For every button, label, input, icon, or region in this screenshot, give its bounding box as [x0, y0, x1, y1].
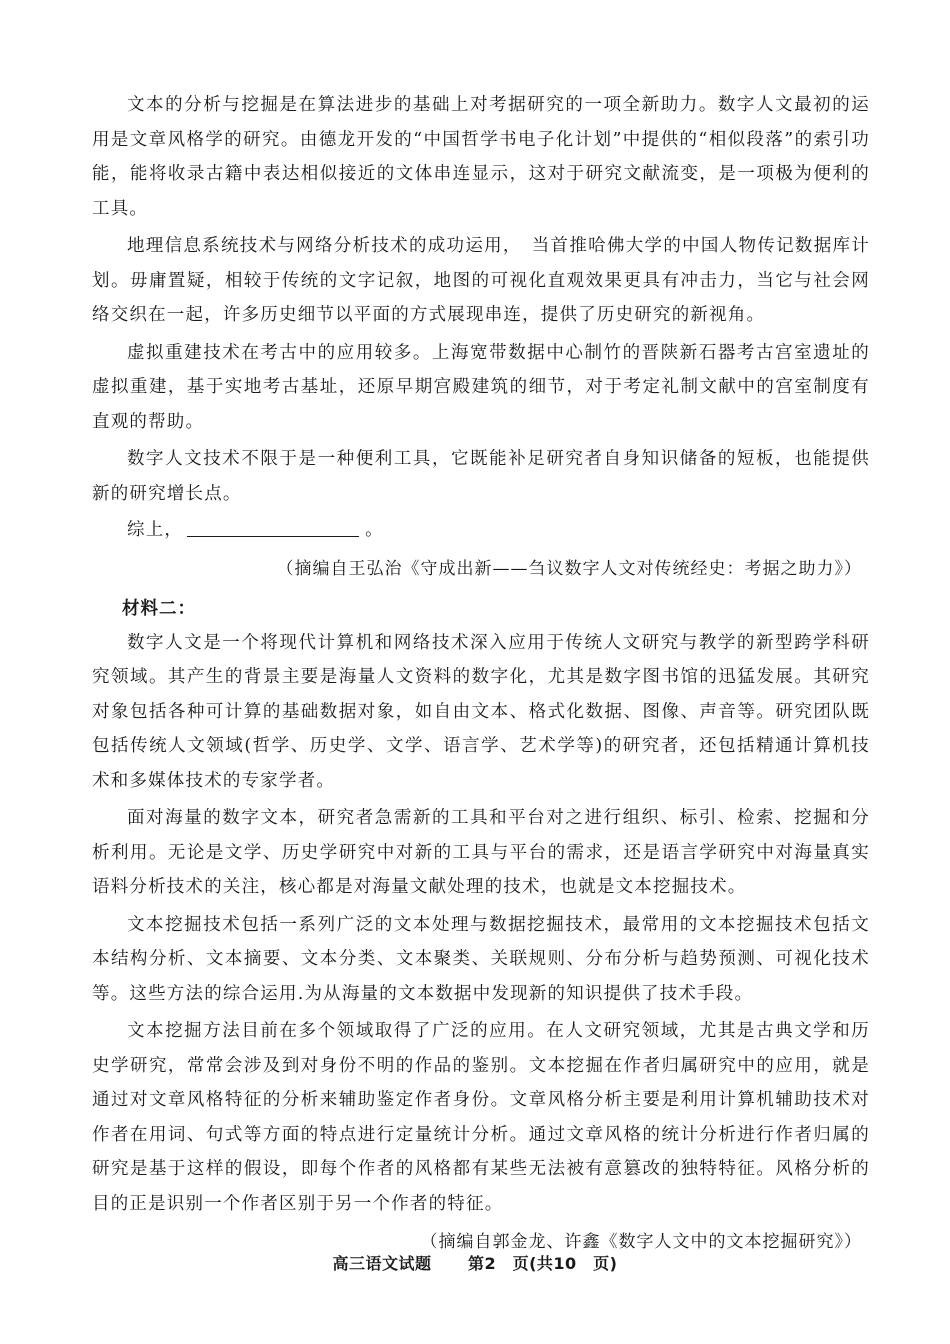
footer-page-number: 第2 页(共10 页)	[467, 1254, 618, 1273]
material2-paragraph-1: 数字人文是一个将现代计算机和网络技术深入应用于传统人文研究与教学的新型跨学科研究领域。其产生的背景主要是海量人文资料的数字化，尤其是数字图书馆的迅猛发展。其研究对象包括各种可计算的基础数据对象，如自由文本、格式化数据、图像、声音等。研究团队既包括传统人文领域(哲学、历史学、文学、语言学、艺术学等)的研究者，还包括精通计算机技术和多媒体技术的专家学者。	[92, 632, 870, 791]
answer-blank[interactable]	[187, 516, 359, 537]
material2-paragraph-2: 面对海量的数字文本，研究者急需新的工具和平台对之进行组织、标引、检索、挖掘和分析利用。无论是文学、历史学研究中对新的工具与平台的需求，还是语言学研究中对海量真实语料分析技术的关注，核心都是对海量文献处理的技术，也就是文本挖掘技术。	[92, 808, 870, 897]
summary-prefix: 综上，	[127, 520, 184, 540]
material1-paragraph-2: 地理信息系统技术与网络分析技术的成功运用， 当首推哈佛大学的中国人物传记数据库计划。毋庸置疑，相较于传统的文字记叙，地图的可视化直观效果更具有冲击力，当它与社会网络交织在一起，许多历史细节以平面的方式展现串连，提供了历史研究的新视角。	[92, 236, 870, 325]
summary-suffix: 。	[365, 520, 384, 540]
page-footer	[0, 1251, 950, 1274]
material2-paragraph-3: 文本挖掘技术包括一系列广泛的文本处理与数据挖掘技术，最常用的文本挖掘技术包括文本结构分析、文本摘要、文本分类、文本聚类、关联规则、分布分析与趋势预测、可视化技术等。这些方法的综合运用.为从海量的文本数据中发现新的知识提供了技术手段。	[92, 914, 870, 1004]
material2-source-citation: （摘编自郭金龙、许鑫《数字人文中的文本挖掘研究》）	[420, 1232, 862, 1252]
material2-heading: 材料二：	[122, 598, 196, 619]
material1-paragraph-3: 虚拟重建技术在考古中的应用较多。上海宽带数据中心制竹的晋陕新石器考古宫室遗址的虚拟重建，基于实地考古基址，还原早期宫殿建筑的细节，对于考定礼制文献中的宫室制度有直观的帮助。	[92, 342, 870, 432]
material1-paragraph-1: 文本的分析与挖掘是在算法进步的基础上对考据研究的一项全新助力。数字人文最初的运用是文章风格学的研究。由德龙开发的“中国哲学书电子化计划”中提供的“相似段落”的索引功能，能将收录古籍中表达相似接近的文体串连显示，这对于研究文献流变，是一项极为便利的工具。	[92, 95, 870, 219]
material2-paragraph-4: 文本挖掘方法目前在多个领域取得了广泛的应用。在人文研究领域，尤其是古典文学和历史学研究，常常会涉及到对身份不明的作品的鉴别。文本挖掘在作者归属研究中的应用，就是通过对文章风格特征的分析来辅助鉴定作者身份。文章风格分析主要是利用计算机辅助技术对作者在用词、句式等方面的特点进行定量统计分析。通过文章风格的统计分析进行作者归属的研究是基于这样的假设，即每个作者的风格都有某些无法被有意篡改的独特特征。风格分析的目的正是识别一个作者区别于另一个作者的特征。	[92, 1021, 870, 1214]
material1-source-citation: （摘编自王弘治《守成出新——刍议数字人文对传统经史：考据之助力》）	[276, 558, 862, 579]
summary-fill-in-line	[92, 513, 870, 548]
footer-exam-title: 高三语文试题	[332, 1254, 432, 1273]
exam-page-content	[92, 88, 870, 1259]
material1-paragraph-4: 数字人文技术不限于是一种便利工具，它既能补足研究者自身知识储备的短板，也能提供新的研究增长点。	[92, 449, 870, 504]
